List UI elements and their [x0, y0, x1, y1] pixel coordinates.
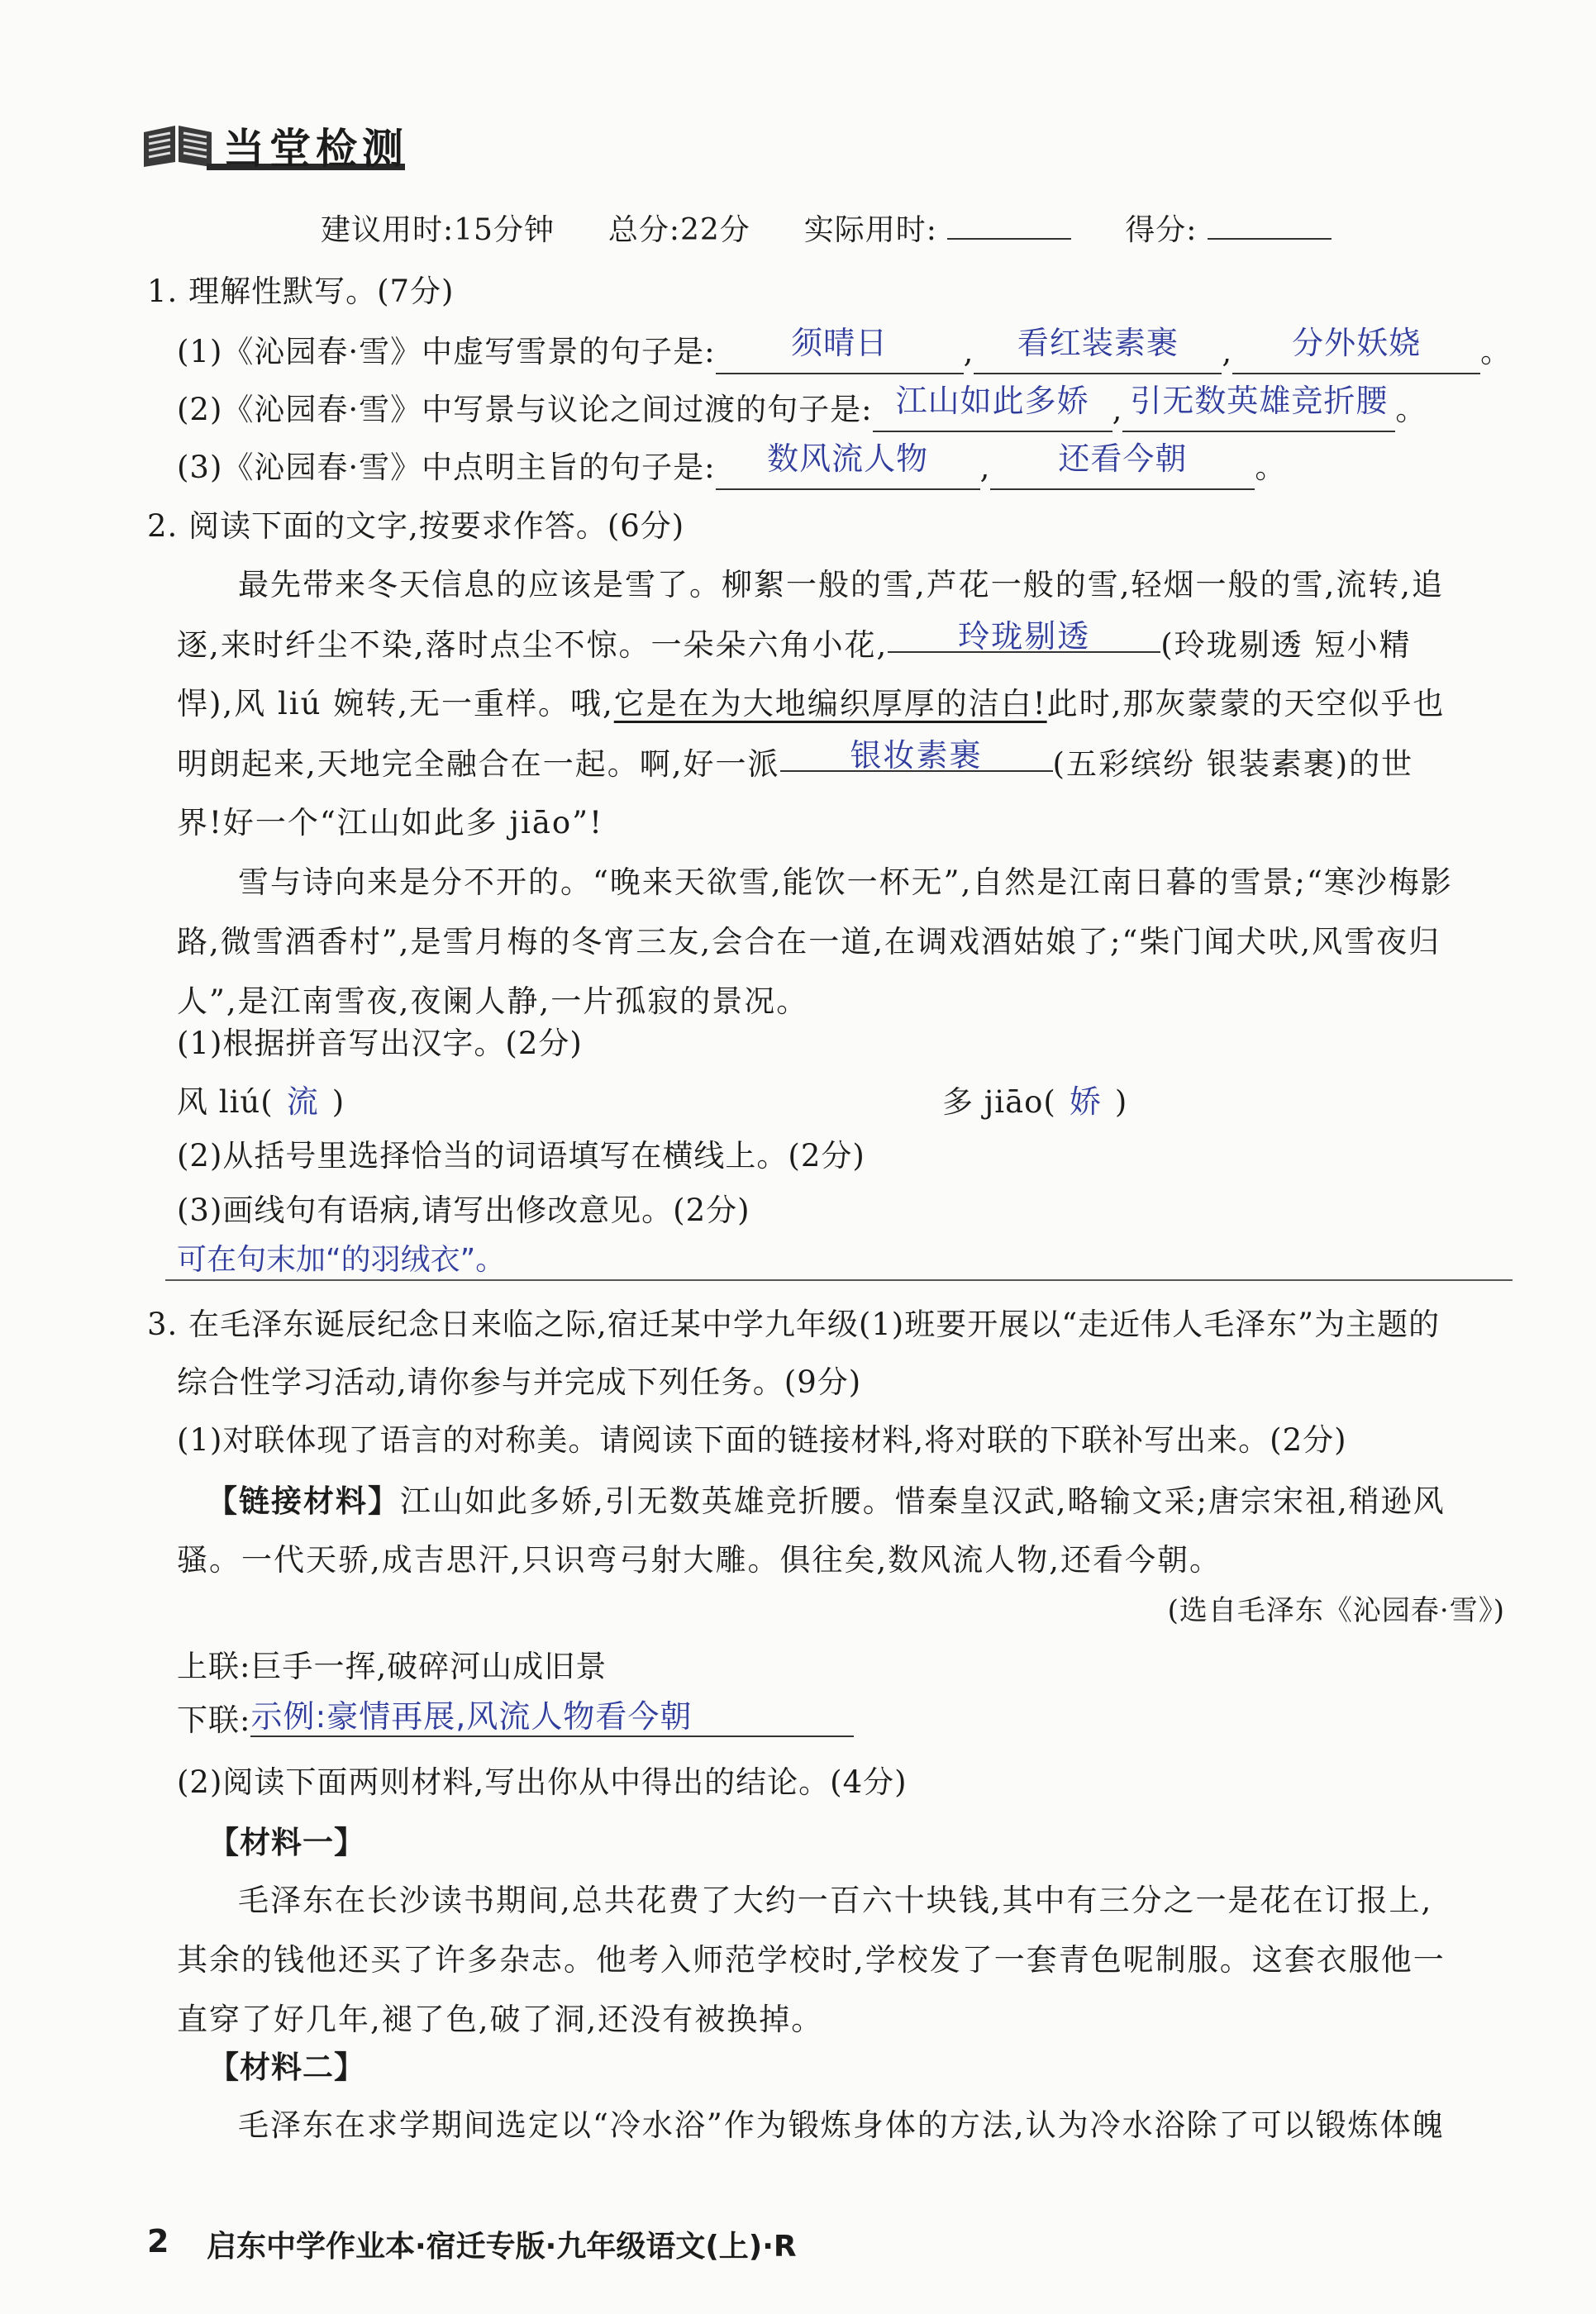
- section-heading: [141, 114, 413, 175]
- score-field[interactable]: [1208, 208, 1332, 240]
- q2-p1-line1: 最先带来冬天信息的应该是雪了。柳絮一般的雪,芦花一般的雪,轻烟一般的雪,流转,追: [238, 567, 1445, 602]
- answer-text: 玲珑剔透: [958, 618, 1091, 655]
- answer-text: 还看今朝: [1058, 440, 1188, 477]
- pinyin-answer[interactable]: 娇: [1069, 1083, 1102, 1120]
- q3-title-line1: 3. 在毛泽东诞辰纪念日来临之际,宿迁某中学九年级(1)班要开展以“走近伟人毛泽东”为主题的: [147, 1307, 1441, 1342]
- q3-sub2: (2)阅读下面两则材料,写出你从中得出的结论。(4分): [177, 1764, 908, 1800]
- q1-item-2: (2)《沁园春·雪》中写景与议论之间过渡的句子是: 江山如此多娇 , 引无数英雄竞折腰 。: [177, 388, 1427, 432]
- material-2-label: 【材料二】: [208, 2049, 365, 2085]
- q2-p1-line5: 界!好一个“江山如此多 jiāo”!: [177, 805, 603, 840]
- q1-blank-1-2[interactable]: [974, 325, 1222, 374]
- lower-label: 下联:: [177, 1702, 251, 1738]
- paren-close: ): [331, 1084, 345, 1120]
- q3-lower-couplet: [177, 1699, 854, 1741]
- page-number: 2: [147, 2223, 169, 2259]
- q1-item-3: (3)《沁园春·雪》中点明主旨的句子是: 数风流人物 , 还看今朝 。: [177, 446, 1286, 490]
- material-1-label: 【材料一】: [208, 1824, 365, 1860]
- q2-sub3: (3)画线句有语病,请写出修改意见。(2分): [177, 1193, 750, 1228]
- q2-sick-sentence: 它是在为大地编织厚厚的洁白!: [613, 686, 1047, 721]
- q3-source: (选自毛泽东《沁园春·雪》): [1167, 1594, 1505, 1627]
- q2-title: 2. 阅读下面的文字,按要求作答。(6分): [147, 508, 685, 544]
- q1-item-1: (1)《沁园春·雪》中虚写雪景的句子是: 须晴日 , 看红装素裹 , 分外妖娆 。: [177, 331, 1512, 374]
- q1-blank-2-1[interactable]: [873, 383, 1112, 432]
- answer-text: 江山如此多娇: [895, 383, 1089, 419]
- book-icon: [141, 121, 215, 170]
- answer-text: 示例:豪情再展,风流人物看今朝: [250, 1698, 693, 1735]
- answer-text: 看红装素裹: [1017, 325, 1179, 361]
- q1-prompt-3: (3)《沁园春·雪》中点明主旨的句子是:: [177, 450, 716, 485]
- section-title: 当堂检测: [223, 125, 408, 173]
- q2-blank-1[interactable]: [888, 615, 1160, 653]
- total-score: 总分:22分: [607, 213, 750, 247]
- q3-upper-couplet: 上联:巨手一挥,破碎河山成旧景: [177, 1649, 607, 1684]
- answer-text: 分外妖娆: [1292, 325, 1422, 361]
- q1-blank-1-3[interactable]: [1232, 325, 1480, 374]
- q3-sub1: (1)对联体现了语言的对称美。请阅读下面的链接材料,将对联的下联补写出来。(2分): [177, 1422, 1347, 1458]
- q1-prompt-1: (1)《沁园春·雪》中虚写雪景的句子是:: [177, 334, 716, 369]
- q2-sub2: (2)从括号里选择恰当的词语填写在横线上。(2分): [177, 1138, 865, 1174]
- q1-blank-3-2[interactable]: [990, 440, 1255, 490]
- q2-p2-line3: 人”,是江南雪夜,夜阑人静,一片孤寂的景况。: [177, 983, 809, 1019]
- q2-text: 悍),风 liú 婉转,无一重样。哦,: [177, 686, 614, 721]
- link-label: 【链接材料】: [207, 1483, 400, 1519]
- q3-link-line2: 骚。一代天骄,成吉思汗,只识弯弓射大雕。俱往矣,数风流人物,还看今朝。: [177, 1542, 1222, 1578]
- q3-title-line2: 综合性学习活动,请你参与并完成下列任务。(9分): [177, 1364, 862, 1400]
- material-1-line3: 直穿了好几年,褪了色,破了洞,还没有被换掉。: [177, 2002, 824, 2037]
- q1-title: 1. 理解性默写。(7分): [147, 274, 455, 309]
- q2-p1-line2: [177, 615, 1412, 675]
- q3-link-line1: [207, 1471, 1446, 1531]
- meta-line: [321, 208, 1332, 251]
- q2-text: (玲珑剔透 短小精: [1160, 627, 1412, 663]
- actual-time-field[interactable]: [947, 208, 1071, 240]
- q1-blank-2-2[interactable]: [1122, 383, 1395, 432]
- material-2-line1: 毛泽东在求学期间选定以“冷水浴”作为锻炼身体的方法,认为冷水浴除了可以锻炼体魄: [238, 2107, 1445, 2143]
- q2-answer-line: [165, 1279, 1513, 1281]
- actual-time-label: 实际用时:: [803, 213, 937, 247]
- q2-blank-2[interactable]: [780, 734, 1053, 772]
- q2-text: 此时,那灰蒙蒙的天空似乎也: [1046, 686, 1446, 721]
- lower-couplet-field[interactable]: [250, 1699, 854, 1737]
- q2-sub3-answer[interactable]: 可在句末加“的羽绒衣”。: [177, 1243, 506, 1277]
- paren-close: ): [1114, 1084, 1128, 1120]
- material-1-line2: 其余的钱他还买了许多杂志。他考入师范学校时,学校发了一套青色呢制服。这套衣服他一: [177, 1942, 1446, 1978]
- answer-text: 引无数英雄竞折腰: [1130, 383, 1389, 419]
- q2-text: 逐,来时纤尘不染,落时点尘不惊。一朵朵六角小花,: [177, 627, 889, 663]
- q1-prompt-2: (2)《沁园春·雪》中写景与议论之间过渡的句子是:: [177, 392, 873, 427]
- q2-text: (五彩缤纷 银装素裹)的世: [1052, 746, 1414, 782]
- answer-text: 须晴日: [791, 325, 889, 361]
- pinyin-answer[interactable]: 流: [286, 1083, 319, 1120]
- q2-p1-line4: [177, 734, 1413, 794]
- link-text: 江山如此多娇,引无数英雄竞折腰。惜秦皇汉武,略输文采;唐宗宋祖,稍逊风: [400, 1483, 1446, 1519]
- q2-pinyin-2: [942, 1081, 1127, 1123]
- book-title: 启东中学作业本·宿迁专版·九年级语文(上)·R: [207, 2230, 797, 2264]
- q2-sub1: (1)根据拼音写出汉字。(2分): [177, 1026, 583, 1061]
- q2-pinyin-1: [177, 1081, 345, 1123]
- q2-text: 明朗起来,天地完全融合在一起。啊,好一派: [177, 746, 780, 782]
- q1-blank-1-1[interactable]: [716, 325, 964, 374]
- material-1-line1: 毛泽东在长沙读书期间,总共花费了大约一百六十块钱,其中有三分之一是花在订报上,: [238, 1883, 1433, 1918]
- q2-p2-line1: 雪与诗向来是分不开的。“晚来天欲雪,能饮一杯无”,自然是江南日暮的雪景;“寒沙梅影: [238, 864, 1453, 900]
- q1-blank-3-1[interactable]: [716, 440, 980, 490]
- suggested-time: 建议用时:15分钟: [321, 213, 555, 247]
- pinyin-prompt: 多 jiāo(: [942, 1084, 1056, 1120]
- score-label: 得分:: [1125, 213, 1198, 247]
- pinyin-prompt: 风 liú(: [177, 1084, 274, 1120]
- answer-text: 数风流人物: [767, 440, 929, 477]
- q2-p1-line3: [177, 674, 1445, 734]
- answer-text: 银妆素裹: [850, 737, 983, 774]
- q2-p2-line2: 路,微雪酒香村”,是雪月梅的冬宵三友,会合在一道,在调戏酒姑娘了;“柴门闻犬吠,风雪夜归: [177, 924, 1441, 959]
